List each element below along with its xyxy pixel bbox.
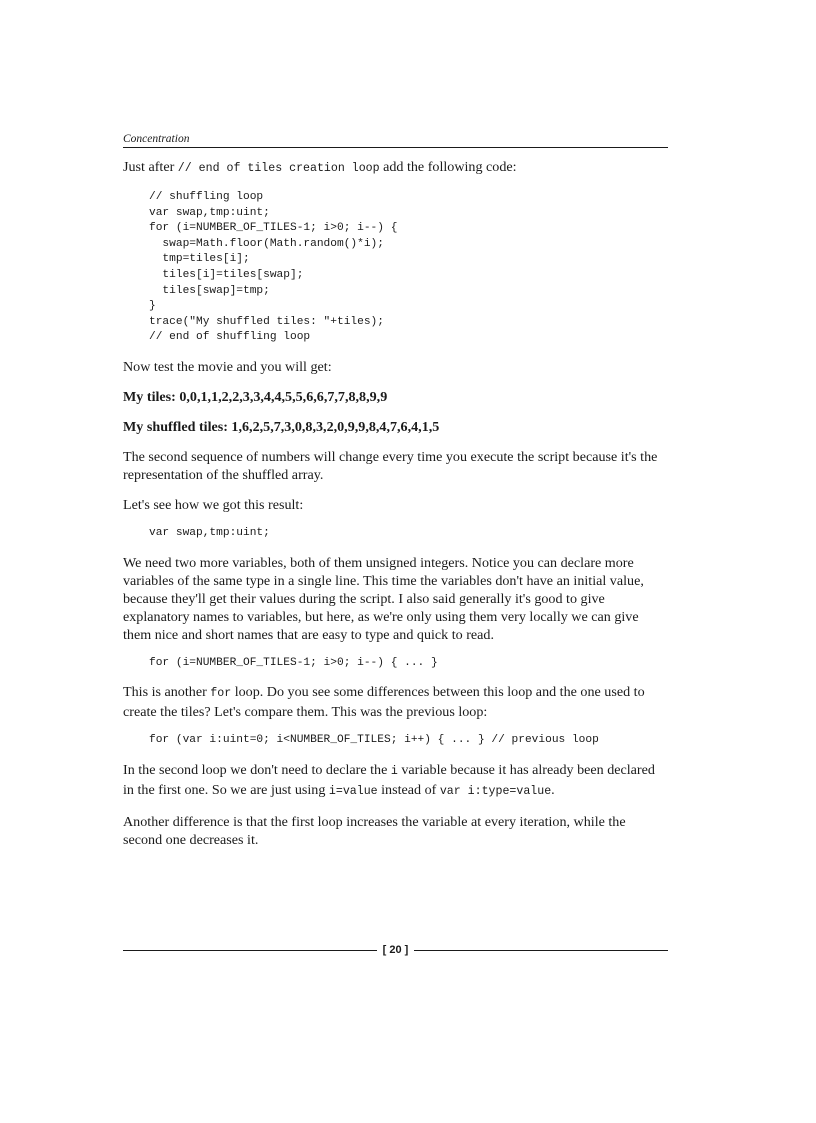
output-shuffled-tiles: My shuffled tiles: 1,6,2,5,7,3,0,8,3,2,0,9,9,8,4,7,6,4,1,5: [123, 418, 440, 435]
page-footer: [123, 944, 668, 956]
for-inline-code: for: [210, 687, 232, 701]
sequence-paragraph: The second sequence of numbers will change every time you execute the script because it's the representation of the shuffled array.: [123, 448, 658, 483]
code-block-previous-loop: for (var i:uint=0; i<NUMBER_OF_TILES; i++) { ... } // previous loop: [149, 734, 599, 747]
intro-inline-code: // end of tiles creation loop: [177, 162, 380, 175]
variables-paragraph: We need two more variables, both of them unsigned integers. Notice you can declare more variables of the same type in a single line. This time the variables don't have an initial value, because they'll get their values during the script. I also said generally it's good to give explanatory names to variables, but here, as we're only using them very locally we can give them nice and short names that are easy to type and quick to read.: [123, 554, 644, 643]
second-loop-text-4: .: [551, 781, 555, 798]
second-loop-text-3: instead of: [377, 781, 440, 798]
code-block-var-declaration: var swap,tmp:uint;: [149, 526, 270, 539]
for-loop-paragraph: [123, 683, 668, 721]
for-text-after: loop. Do you see some differences between this loop and the one used to create the tiles? Let's compare them. This was the previous loop:: [123, 684, 645, 721]
test-paragraph: Now test the movie and you will get:: [123, 358, 332, 375]
intro-text-after: add the following code:: [379, 159, 517, 175]
code-block-for-loop: for (i=NUMBER_OF_TILES-1; i>0; i--) { ... }: [149, 656, 438, 669]
inline-code-i: i: [390, 764, 398, 778]
running-header: Concentration: [123, 133, 668, 148]
footer-rule-left: [123, 950, 377, 951]
intro-paragraph: [123, 158, 668, 178]
page-number: [ 20 ]: [382, 944, 409, 956]
second-loop-text-2: variable because it has already been declared in the first one. So we are just using: [123, 761, 655, 798]
difference-paragraph: Another difference is that the first loop increases the variable at every iteration, while the second one decreases it.: [123, 813, 626, 848]
intro-text-before: Just after: [123, 159, 178, 175]
inline-code-var-type-value: var i:type=value: [439, 784, 552, 798]
for-text-before: This is another: [123, 684, 211, 701]
footer-rule-right: [414, 950, 668, 951]
second-loop-paragraph: [123, 761, 668, 801]
second-loop-text-1: In the second loop we don't need to declare the: [123, 761, 391, 778]
code-block-shuffling-loop: // shuffling loop var swap,tmp:uint; for (i=NUMBER_OF_TILES-1; i>0; i--) { swap=Math.floor(Math.random()*i); tmp=tiles[i]; tiles[i]=tiles[swap]; tiles[swap]=tmp; } trace("My shuffled tiles: "+tiles); // end of shuffling loop: [149, 191, 398, 344]
inline-code-i-value: i=value: [328, 784, 378, 798]
lets-see-paragraph: Let's see how we got this result:: [123, 496, 304, 513]
page-body: [123, 133, 668, 861]
output-tiles: My tiles: 0,0,1,1,2,2,3,3,4,4,5,5,6,6,7,7,8,8,9,9: [123, 388, 388, 405]
